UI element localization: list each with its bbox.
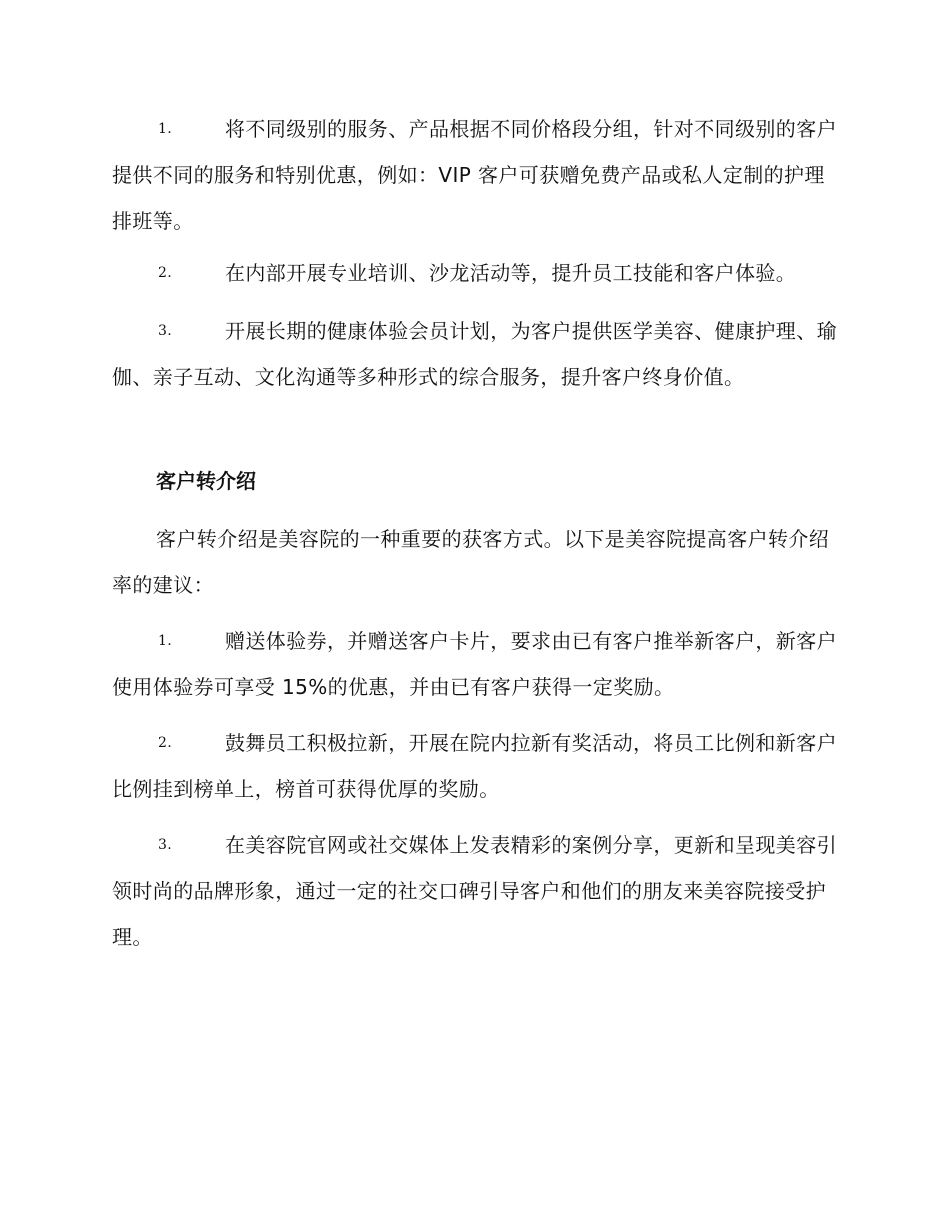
list-item-text: 赠送体验券，并赠送客户卡片，要求由已有客户推举新客户，新客户使用体验券可享受 15%的优惠，并由已有客户获得一定奖励。 [112,629,837,699]
list-item [112,618,838,710]
list-item [112,720,838,812]
list-item-text: 在内部开展专业培训、沙龙活动等，提升员工技能和客户体验。 [225,261,797,285]
intro-paragraph: 客户转介绍是美容院的一种重要的获客方式。以下是美容院提高客户转介绍率的建议： [112,527,830,597]
list-item-text: 鼓舞员工积极拉新，开展在院内拉新有奖活动，将员工比例和新客户比例挂到榜单上，榜首可获得优厚的奖励。 [112,731,837,801]
list-item-text: 开展长期的健康体验会员计划，为客户提供医学美容、健康护理、瑜伽、亲子互动、文化沟通等多种形式的综合服务，提升客户终身价值。 [112,319,837,389]
list-number: 2. [158,735,173,751]
list-number: 1. [158,633,173,649]
list-item [112,250,838,296]
list-item-text: 在美容院官网或社交媒体上发表精彩的案例分享，更新和呈现美容引领时尚的品牌形象，通过一定的社交口碑引导客户和他们的朋友来美容院接受护理。 [112,833,837,949]
list-item-text: 将不同级别的服务、产品根据不同价格段分组，针对不同级别的客户提供不同的服务和特别优惠，例如：VIP 客户可获赠免费产品或私人定制的护理排班等。 [112,117,837,233]
section-heading: 客户转介绍 [156,469,256,493]
list-item [112,308,838,400]
list-number: 2. [158,265,173,281]
list-number: 3. [158,323,173,339]
list-number: 3. [158,837,173,853]
list-number: 1. [158,121,173,137]
list-item [112,106,838,244]
list-item [112,822,838,960]
